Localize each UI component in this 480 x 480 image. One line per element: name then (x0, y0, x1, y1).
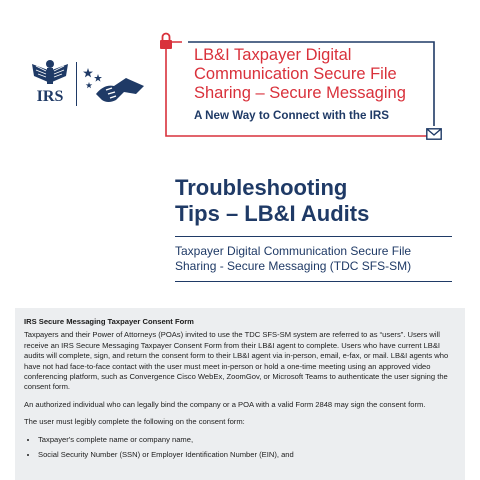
page-subtitle-line: Sharing - Secure Messaging (TDC SFS-SM) (175, 259, 412, 273)
logo (28, 58, 148, 118)
handshake-icon (82, 64, 146, 108)
page-title (175, 175, 465, 227)
page-subtitle-line: Taxpayer Digital Communication Secure File (175, 244, 412, 258)
requirements-list (24, 435, 456, 461)
consent-form-section (15, 308, 465, 480)
subtitle-bottom-rule (175, 281, 452, 282)
page-title-line: Troubleshooting (175, 175, 348, 200)
logo-divider (76, 62, 77, 106)
section-heading: IRS Secure Messaging Taxpayer Consent Form (24, 317, 194, 326)
header-title (194, 46, 444, 103)
header-title-line: LB&I Taxpayer Digital (194, 46, 352, 64)
page-subtitle (175, 244, 460, 274)
title-top-rule (175, 236, 452, 237)
section-paragraph: Taxpayers and their Power of Attorneys (POAs) invited to use the TDC SFS-SM system are referred to as “users”. Users will receive an IRS Secure Messaging Taxpayer Consent Form from their LB&I agent to complete. Users who have current LB&I audits will complete, sign, and return the consent form to their LB&I agent via in-person, email, e-fax, or mail. LB&I agents who have not had face-to-face contact with the user must meet in-person or hold a one-time meeting using an approved video conferencing platform, such as Convergence Cisco WebEx, ZoomGov, or Microsoft Teams to authenticate the user signing the consent form. (24, 330, 449, 392)
page-title-line: Tips – LB&I Audits (175, 201, 370, 226)
irs-wordmark: IRS (36, 88, 64, 105)
irs-eagle-icon (28, 58, 72, 88)
lock-icon (159, 32, 173, 50)
header-title-line: Sharing – Secure Messaging (194, 84, 406, 102)
header-tagline: A New Way to Connect with the IRS (194, 109, 389, 122)
section-paragraph: An authorized individual who can legally bind the company or a POA with a valid Form 2848 may sign the consent form. (24, 399, 426, 409)
list-item: • Taxpayer's complete name or company name, (38, 435, 456, 445)
section-paragraph: The user must legibly complete the following on the consent form: (24, 417, 245, 427)
envelope-icon (426, 128, 442, 140)
header-title-line: Communication Secure File (194, 65, 397, 83)
list-item: • Social Security Number (SSN) or Employer Identification Number (EIN), and (38, 450, 456, 460)
